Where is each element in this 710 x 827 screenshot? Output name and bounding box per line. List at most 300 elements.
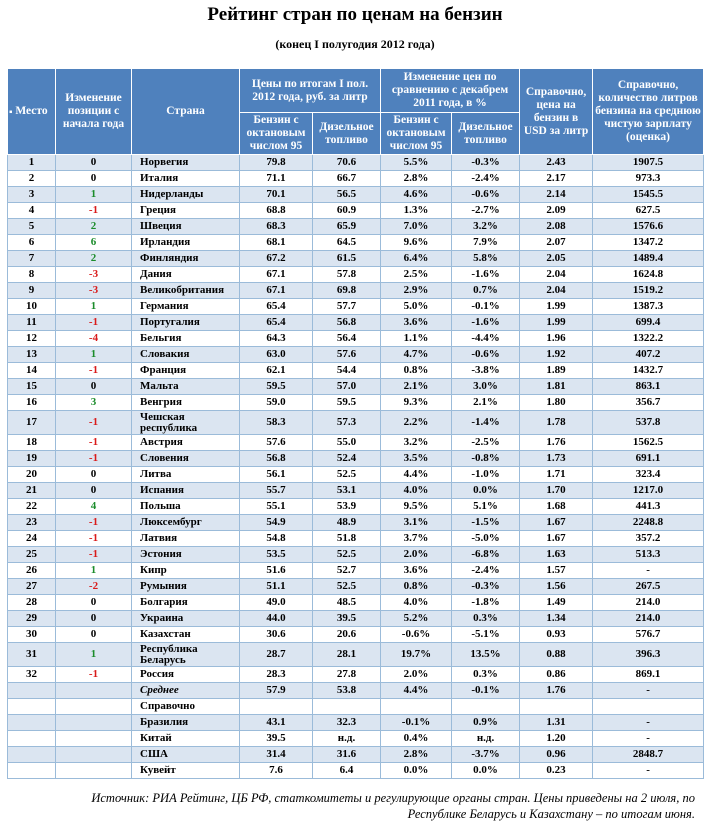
cell-country: Чешская республика	[132, 411, 240, 435]
cell-country: Польша	[132, 499, 240, 515]
cell-petrol: 68.3	[240, 219, 313, 235]
rating-table	[7, 68, 704, 779]
cell-liters: 396.3	[593, 643, 704, 667]
cell-petrol: 56.1	[240, 467, 313, 483]
cell-liters: 1347.2	[593, 235, 704, 251]
cell-change: 0	[56, 627, 132, 643]
cell-usd: 2.08	[520, 219, 593, 235]
table-row	[8, 379, 704, 395]
table-row	[8, 331, 704, 347]
cell-country: Венгрия	[132, 395, 240, 411]
cell-petrol-change: 2.1%	[381, 379, 452, 395]
cell-country: Литва	[132, 467, 240, 483]
cell-petrol-change: 9.3%	[381, 395, 452, 411]
cell-place: 2	[8, 171, 56, 187]
cell-diesel: 48.9	[313, 515, 381, 531]
cell-usd: 2.09	[520, 203, 593, 219]
cell-petrol: 7.6	[240, 763, 313, 779]
cell-place: 21	[8, 483, 56, 499]
cell-place: 9	[8, 283, 56, 299]
cell-country: Мальта	[132, 379, 240, 395]
cell-change: 0	[56, 171, 132, 187]
cell-country: Великобритания	[132, 283, 240, 299]
cell-change: 2	[56, 219, 132, 235]
cell-diesel-change	[452, 699, 520, 715]
cell-petrol: 67.2	[240, 251, 313, 267]
cell-diesel: 57.8	[313, 267, 381, 283]
cell-diesel-change: -0.6%	[452, 347, 520, 363]
cell-usd: 1.99	[520, 299, 593, 315]
cell-petrol: 68.1	[240, 235, 313, 251]
table-row	[8, 627, 704, 643]
cell-petrol-change: 2.9%	[381, 283, 452, 299]
cell-diesel-change: -6.8%	[452, 547, 520, 563]
cell-petrol-change: 9.6%	[381, 235, 452, 251]
cell-diesel: 52.4	[313, 451, 381, 467]
cell-petrol-change: 2.0%	[381, 667, 452, 683]
cell-diesel: 55.0	[313, 435, 381, 451]
cell-change: 2	[56, 251, 132, 267]
cell-liters: 1217.0	[593, 483, 704, 499]
cell-diesel-change: -1.4%	[452, 411, 520, 435]
cell-change	[56, 747, 132, 763]
table-row	[8, 155, 704, 171]
cell-usd: 0.96	[520, 747, 593, 763]
cell-liters: 2248.8	[593, 515, 704, 531]
cell-liters: 1387.3	[593, 299, 704, 315]
page-subtitle: (конец I полугодия 2012 года)	[275, 37, 435, 51]
cell-petrol: 57.9	[240, 683, 313, 699]
table-row	[8, 643, 704, 667]
cell-diesel: 56.5	[313, 187, 381, 203]
cell-diesel-change: -1.6%	[452, 315, 520, 331]
cell-diesel: 57.3	[313, 411, 381, 435]
cell-usd: 1.73	[520, 451, 593, 467]
cell-liters: -	[593, 563, 704, 579]
cell-country: Франция	[132, 363, 240, 379]
header-petrol-change: Бензин с октановым числом 95	[381, 113, 452, 155]
cell-petrol-change: 2.8%	[381, 171, 452, 187]
cell-liters: 356.7	[593, 395, 704, 411]
cell-place: 23	[8, 515, 56, 531]
cell-liters: 1624.8	[593, 267, 704, 283]
cell-country: Среднее	[132, 683, 240, 699]
cell-diesel-change: 0.3%	[452, 667, 520, 683]
cell-petrol: 57.6	[240, 435, 313, 451]
cell-usd: 1.89	[520, 363, 593, 379]
cell-liters: 973.3	[593, 171, 704, 187]
cell-diesel-change: -2.7%	[452, 203, 520, 219]
cell-petrol-change	[381, 699, 452, 715]
cell-petrol: 43.1	[240, 715, 313, 731]
cell-place: 4	[8, 203, 56, 219]
cell-diesel-change: -0.1%	[452, 683, 520, 699]
cell-place	[8, 699, 56, 715]
cell-diesel: 65.9	[313, 219, 381, 235]
cell-country: Греция	[132, 203, 240, 219]
header-diesel-change: Дизельное топливо	[452, 113, 520, 155]
cell-country: Бельгия	[132, 331, 240, 347]
cell-usd: 0.93	[520, 627, 593, 643]
table-row	[8, 731, 704, 747]
cell-petrol: 68.8	[240, 203, 313, 219]
cell-usd: 2.04	[520, 283, 593, 299]
cell-diesel-change: -1.5%	[452, 515, 520, 531]
cell-diesel: 32.3	[313, 715, 381, 731]
cell-petrol-change: 3.5%	[381, 451, 452, 467]
cell-usd: 1.71	[520, 467, 593, 483]
cell-petrol: 53.5	[240, 547, 313, 563]
cell-change: -1	[56, 203, 132, 219]
cell-place	[8, 715, 56, 731]
cell-petrol: 62.1	[240, 363, 313, 379]
cell-petrol-change: -0.6%	[381, 627, 452, 643]
cell-usd: 1.92	[520, 347, 593, 363]
cell-place: 25	[8, 547, 56, 563]
cell-country: Латвия	[132, 531, 240, 547]
cell-diesel: 52.7	[313, 563, 381, 579]
cell-change: 0	[56, 483, 132, 499]
table-row	[8, 595, 704, 611]
cell-petrol-change: 6.4%	[381, 251, 452, 267]
cell-place: 27	[8, 579, 56, 595]
cell-place	[8, 747, 56, 763]
cell-diesel: 66.7	[313, 171, 381, 187]
cell-change	[56, 763, 132, 779]
cell-diesel-change: 2.1%	[452, 395, 520, 411]
cell-country: Кувейт	[132, 763, 240, 779]
table-row	[8, 499, 704, 515]
cell-petrol: 54.9	[240, 515, 313, 531]
cell-usd	[520, 699, 593, 715]
cell-petrol: 71.1	[240, 171, 313, 187]
cell-petrol: 54.8	[240, 531, 313, 547]
cell-country: Португалия	[132, 315, 240, 331]
cell-usd: 2.43	[520, 155, 593, 171]
cell-change: -1	[56, 531, 132, 547]
cell-diesel: 60.9	[313, 203, 381, 219]
table-row	[8, 579, 704, 595]
cell-place: 29	[8, 611, 56, 627]
cell-petrol-change: 1.1%	[381, 331, 452, 347]
cell-diesel	[313, 699, 381, 715]
cell-place: 20	[8, 467, 56, 483]
cell-petrol: 51.6	[240, 563, 313, 579]
cell-petrol-change: 3.6%	[381, 315, 452, 331]
cell-place: 24	[8, 531, 56, 547]
cell-petrol-change: 5.2%	[381, 611, 452, 627]
cell-change: -1	[56, 547, 132, 563]
table-body	[8, 155, 704, 779]
cell-petrol-change: 3.2%	[381, 435, 452, 451]
cell-petrol-change: 5.5%	[381, 155, 452, 171]
cell-liters: 267.5	[593, 579, 704, 595]
table-row	[8, 715, 704, 731]
cell-change: 0	[56, 379, 132, 395]
cell-liters: 1545.5	[593, 187, 704, 203]
cell-usd: 0.23	[520, 763, 593, 779]
cell-diesel-change: 7.9%	[452, 235, 520, 251]
cell-usd: 1.67	[520, 515, 593, 531]
table-row	[8, 283, 704, 299]
cell-petrol-change: 4.0%	[381, 595, 452, 611]
cell-diesel: 20.6	[313, 627, 381, 643]
cell-petrol: 56.8	[240, 451, 313, 467]
cell-country: Россия	[132, 667, 240, 683]
cell-country: Республика Беларусь	[132, 643, 240, 667]
table-row	[8, 171, 704, 187]
cell-usd: 1.70	[520, 483, 593, 499]
cell-petrol-change: 2.0%	[381, 547, 452, 563]
table-row	[8, 203, 704, 219]
cell-petrol-change: 4.7%	[381, 347, 452, 363]
cell-diesel-change: 5.1%	[452, 499, 520, 515]
cell-usd: 1.80	[520, 395, 593, 411]
table-row	[8, 667, 704, 683]
header-change-group: Изменение цен по сравнению с декабрем 2011 года, в %	[381, 69, 520, 113]
cell-place: 8	[8, 267, 56, 283]
cell-diesel-change: 0.0%	[452, 763, 520, 779]
cell-diesel: 57.6	[313, 347, 381, 363]
cell-petrol-change: 0.4%	[381, 731, 452, 747]
cell-liters: 627.5	[593, 203, 704, 219]
cell-diesel: 48.5	[313, 595, 381, 611]
cell-petrol-change: 2.8%	[381, 747, 452, 763]
cell-petrol-change: 4.4%	[381, 467, 452, 483]
cell-diesel: 53.1	[313, 483, 381, 499]
table-row	[8, 363, 704, 379]
table-row	[8, 435, 704, 451]
cell-change: 3	[56, 395, 132, 411]
cell-petrol: 51.1	[240, 579, 313, 595]
cell-place: 31	[8, 643, 56, 667]
table-row	[8, 563, 704, 579]
cell-petrol-change: 19.7%	[381, 643, 452, 667]
header-prices-group: Цены по итогам I пол. 2012 года, руб. за литр	[240, 69, 381, 113]
cell-petrol-change: 2.2%	[381, 411, 452, 435]
cell-usd: 1.78	[520, 411, 593, 435]
cell-usd: 1.34	[520, 611, 593, 627]
header-change-position: Изменение позиции с начала года	[56, 69, 132, 155]
cell-change: -1	[56, 411, 132, 435]
cell-usd: 1.56	[520, 579, 593, 595]
source-note-line-2: Республике Беларусь и Казахстану – по итогам июня.	[407, 807, 695, 821]
cell-diesel: 61.5	[313, 251, 381, 267]
cell-petrol-change: 3.7%	[381, 531, 452, 547]
cell-diesel-change: 0.0%	[452, 483, 520, 499]
cell-liters: 537.8	[593, 411, 704, 435]
cell-petrol: 28.7	[240, 643, 313, 667]
cell-liters: 214.0	[593, 595, 704, 611]
cell-diesel-change: -5.0%	[452, 531, 520, 547]
table-row	[8, 467, 704, 483]
cell-petrol: 44.0	[240, 611, 313, 627]
cell-petrol: 55.7	[240, 483, 313, 499]
cell-liters	[593, 699, 704, 715]
cell-diesel: 27.8	[313, 667, 381, 683]
cell-usd: 0.86	[520, 667, 593, 683]
cell-liters: 441.3	[593, 499, 704, 515]
cell-petrol: 55.1	[240, 499, 313, 515]
header-diesel: Дизельное топливо	[313, 113, 381, 155]
source-note-line-1: Источник: РИА Рейтинг, ЦБ РФ, статкомитеты и регулирующие органы стран. Цены приведены на 2 июля, по	[91, 791, 695, 805]
cell-liters: 1489.4	[593, 251, 704, 267]
cell-liters: 214.0	[593, 611, 704, 627]
cell-liters: 1519.2	[593, 283, 704, 299]
cell-usd: 1.81	[520, 379, 593, 395]
cell-petrol: 58.3	[240, 411, 313, 435]
cell-place: 16	[8, 395, 56, 411]
cell-diesel-change: 13.5%	[452, 643, 520, 667]
source-note	[10, 790, 695, 822]
table-row	[8, 763, 704, 779]
cell-petrol-change: -0.1%	[381, 715, 452, 731]
cell-usd: 1.76	[520, 435, 593, 451]
cell-change: 1	[56, 563, 132, 579]
cell-place: 28	[8, 595, 56, 611]
cell-country: Австрия	[132, 435, 240, 451]
cell-place: 3	[8, 187, 56, 203]
cell-petrol-change: 0.8%	[381, 363, 452, 379]
cell-liters: 407.2	[593, 347, 704, 363]
cell-country: США	[132, 747, 240, 763]
cell-country: Эстония	[132, 547, 240, 563]
cell-diesel-change: -2.5%	[452, 435, 520, 451]
cell-liters: 1907.5	[593, 155, 704, 171]
cell-diesel-change: -0.1%	[452, 299, 520, 315]
cell-petrol: 30.6	[240, 627, 313, 643]
cell-liters: -	[593, 763, 704, 779]
page-title: Рейтинг стран по ценам на бензин	[207, 4, 503, 25]
cell-diesel: 56.4	[313, 331, 381, 347]
cell-country: Украина	[132, 611, 240, 627]
cell-petrol-change: 4.4%	[381, 683, 452, 699]
cell-place: 7	[8, 251, 56, 267]
cell-place: 26	[8, 563, 56, 579]
header-place-label: Место	[15, 105, 48, 117]
cell-country: Испания	[132, 483, 240, 499]
cell-diesel: 59.5	[313, 395, 381, 411]
cell-change: -3	[56, 267, 132, 283]
cell-change: 1	[56, 299, 132, 315]
cell-place: 12	[8, 331, 56, 347]
table-row	[8, 747, 704, 763]
cell-place: 22	[8, 499, 56, 515]
table-row	[8, 347, 704, 363]
cell-diesel-change: -3.8%	[452, 363, 520, 379]
cell-diesel-change: -0.6%	[452, 187, 520, 203]
cell-place: 1	[8, 155, 56, 171]
cell-change: 1	[56, 187, 132, 203]
cell-country: Германия	[132, 299, 240, 315]
cell-diesel-change: -3.7%	[452, 747, 520, 763]
table-row	[8, 219, 704, 235]
header-place	[8, 69, 56, 155]
cell-liters: -	[593, 715, 704, 731]
cell-petrol-change: 1.3%	[381, 203, 452, 219]
cell-change: 4	[56, 499, 132, 515]
cell-petrol: 31.4	[240, 747, 313, 763]
cell-change: -1	[56, 667, 132, 683]
cell-diesel: 70.6	[313, 155, 381, 171]
cell-change: 6	[56, 235, 132, 251]
cell-usd: 2.04	[520, 267, 593, 283]
cell-place: 19	[8, 451, 56, 467]
cell-petrol: 59.5	[240, 379, 313, 395]
header-liters: Справочно, количество литров бензина на среднюю чистую зарплату (оценка)	[593, 69, 704, 155]
cell-change: 0	[56, 595, 132, 611]
cell-diesel-change: -2.4%	[452, 563, 520, 579]
cell-place: 15	[8, 379, 56, 395]
cell-diesel: 6.4	[313, 763, 381, 779]
cell-diesel: 28.1	[313, 643, 381, 667]
cell-liters: -	[593, 731, 704, 747]
cell-diesel: 57.0	[313, 379, 381, 395]
cell-place: 14	[8, 363, 56, 379]
cell-liters: 1322.2	[593, 331, 704, 347]
cell-usd: 1.67	[520, 531, 593, 547]
cell-country: Ирландия	[132, 235, 240, 251]
cell-place: 17	[8, 411, 56, 435]
cell-petrol: 49.0	[240, 595, 313, 611]
table-row	[8, 267, 704, 283]
cell-petrol-change: 0.0%	[381, 763, 452, 779]
cell-change	[56, 683, 132, 699]
cell-diesel: 53.9	[313, 499, 381, 515]
cell-liters: 1432.7	[593, 363, 704, 379]
cell-usd: 2.05	[520, 251, 593, 267]
cell-petrol	[240, 699, 313, 715]
table-row	[8, 515, 704, 531]
cell-country: Норвегия	[132, 155, 240, 171]
table-row	[8, 683, 704, 699]
cell-country: Дания	[132, 267, 240, 283]
cell-petrol-change: 3.1%	[381, 515, 452, 531]
table-row	[8, 411, 704, 435]
cell-diesel: 64.5	[313, 235, 381, 251]
cell-diesel-change: н.д.	[452, 731, 520, 747]
cell-petrol: 63.0	[240, 347, 313, 363]
cell-diesel: 31.6	[313, 747, 381, 763]
cell-change	[56, 715, 132, 731]
table-row	[8, 483, 704, 499]
cell-diesel-change: 3.0%	[452, 379, 520, 395]
cell-usd: 1.49	[520, 595, 593, 611]
cell-diesel: 53.8	[313, 683, 381, 699]
table-row	[8, 299, 704, 315]
cell-place: 5	[8, 219, 56, 235]
cell-change: 1	[56, 643, 132, 667]
cell-change: 1	[56, 347, 132, 363]
cell-petrol-change: 0.8%	[381, 579, 452, 595]
cell-place: 18	[8, 435, 56, 451]
cell-diesel-change: -1.0%	[452, 467, 520, 483]
table-row	[8, 451, 704, 467]
cell-place	[8, 763, 56, 779]
cell-change: -1	[56, 435, 132, 451]
cell-change: -2	[56, 579, 132, 595]
cell-diesel: 39.5	[313, 611, 381, 627]
cell-petrol-change: 2.5%	[381, 267, 452, 283]
cell-change: 0	[56, 611, 132, 627]
cell-liters: 357.2	[593, 531, 704, 547]
cell-place: 13	[8, 347, 56, 363]
cell-usd: 1.96	[520, 331, 593, 347]
cell-diesel-change: 0.9%	[452, 715, 520, 731]
cell-petrol: 39.5	[240, 731, 313, 747]
cell-country: Румыния	[132, 579, 240, 595]
cell-usd: 2.14	[520, 187, 593, 203]
